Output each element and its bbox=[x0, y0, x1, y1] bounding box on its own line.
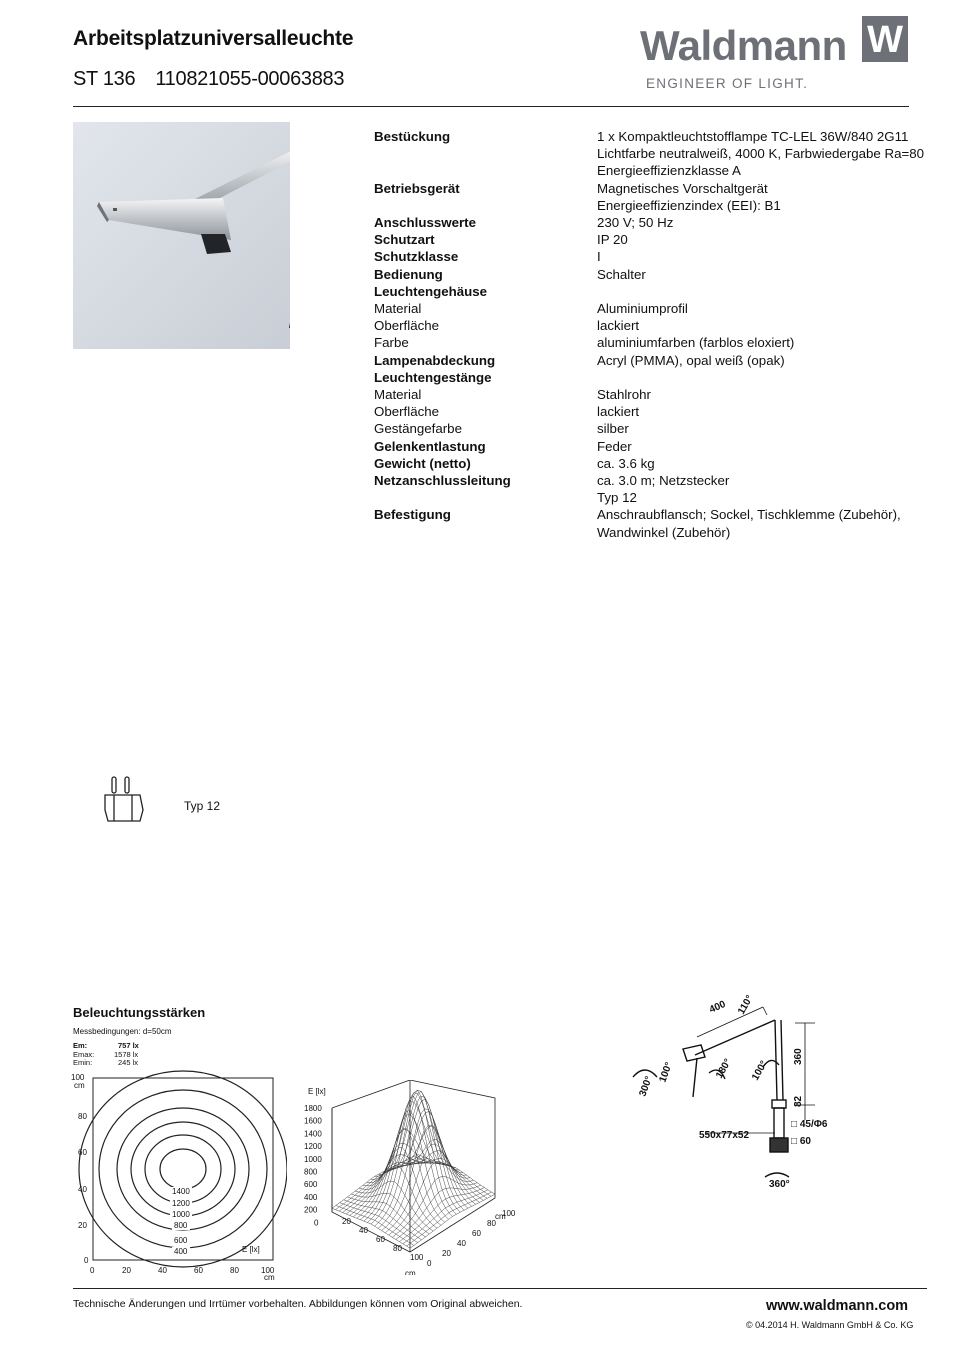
spec-key: Netzanschlussleitung bbox=[374, 473, 511, 488]
y-tick: 20 bbox=[442, 1249, 451, 1258]
dim-base: □ 60 bbox=[791, 1136, 811, 1147]
isolux-contour-plot bbox=[62, 1070, 287, 1285]
spec-row bbox=[0, 403, 640, 420]
dim-head-angle: 110° bbox=[736, 993, 756, 1017]
spec-key: Leuchtengestänge bbox=[374, 369, 492, 385]
surface-mesh-line bbox=[382, 1091, 460, 1212]
dim-tube: □ 45/Φ6 bbox=[791, 1119, 828, 1130]
spec-row bbox=[0, 438, 632, 455]
y-tick: 60 bbox=[78, 1148, 87, 1157]
spec-key: Bestückung bbox=[374, 129, 451, 144]
z-tick: 200 bbox=[304, 1205, 318, 1215]
spec-row bbox=[0, 455, 655, 472]
spec-row bbox=[0, 214, 674, 231]
spec-key: Leuchtengehäuse bbox=[374, 283, 488, 299]
x-tick: 100 bbox=[410, 1253, 424, 1262]
contour-level: 1000 bbox=[172, 1210, 190, 1219]
header-divider bbox=[73, 106, 909, 107]
footer-divider bbox=[73, 1288, 927, 1289]
dimension-drawing bbox=[625, 985, 840, 1200]
contour-level: 400 bbox=[174, 1247, 188, 1256]
stat-emin-value: 245 lx bbox=[118, 1058, 139, 1067]
z-tick: 400 bbox=[304, 1192, 318, 1202]
stat-em-value: 757 lx bbox=[118, 1041, 139, 1050]
dim-tilt-2: 180° bbox=[714, 1057, 734, 1081]
illuminance-surface-plot bbox=[300, 1080, 525, 1275]
footer-copyright: © 04.2014 H. Waldmann GmbH & Co. KG bbox=[746, 1320, 914, 1330]
y-tick: 100 bbox=[502, 1209, 516, 1218]
dim-swivel-left: 300° bbox=[637, 1074, 655, 1099]
x-tick: 80 bbox=[230, 1266, 239, 1275]
spec-row bbox=[0, 317, 640, 334]
dim-upper-arm: 400 bbox=[707, 998, 728, 1016]
spec-row bbox=[0, 248, 600, 265]
spec-key: Farbe bbox=[374, 335, 409, 351]
stat-emin-label: Emin: bbox=[73, 1058, 93, 1067]
x-axis-unit: cm bbox=[264, 1273, 275, 1282]
spec-value: Feder bbox=[597, 438, 632, 454]
spec-row bbox=[0, 334, 795, 351]
spec-row bbox=[0, 231, 628, 248]
z-tick: 1000 bbox=[304, 1154, 322, 1164]
spec-key: Material bbox=[374, 301, 422, 316]
z-tick: 1400 bbox=[304, 1129, 322, 1139]
brand-logo-wordmark: Waldmann bbox=[640, 22, 847, 69]
spec-value: Aluminiumprofil bbox=[597, 301, 688, 316]
spec-key: Betriebsgerät bbox=[374, 180, 460, 196]
z-axis-label: E [lx] bbox=[308, 1087, 326, 1096]
spec-row bbox=[0, 128, 925, 180]
x-tick: 0 bbox=[90, 1266, 95, 1275]
spec-value: 1 x Kompaktleuchtstofflampe TC-LEL 36W/840 2G11 bbox=[597, 129, 909, 144]
dim-tilt-3: 100° bbox=[750, 1059, 770, 1083]
z-tick: 1600 bbox=[304, 1116, 322, 1126]
contour-level: 1200 bbox=[172, 1199, 190, 1208]
brand-tagline: ENGINEER OF LIGHT. bbox=[646, 76, 809, 91]
y-tick: 0 bbox=[427, 1259, 432, 1268]
x-tick: 40 bbox=[158, 1266, 167, 1275]
spec-key: Oberfläche bbox=[374, 404, 440, 420]
surface-mesh-line bbox=[402, 1151, 480, 1203]
x-tick: 60 bbox=[376, 1235, 385, 1244]
spec-value: silber bbox=[597, 421, 629, 437]
z-tick: 1800 bbox=[304, 1104, 322, 1113]
spec-row bbox=[0, 420, 629, 437]
z-tick: 600 bbox=[304, 1180, 318, 1190]
y-tick: 80 bbox=[487, 1219, 496, 1228]
spec-value: Wandwinkel (Zubehör) bbox=[597, 524, 731, 540]
spec-value: Magnetisches Vorschaltgerät bbox=[597, 180, 768, 196]
spec-key: Gewicht (netto) bbox=[374, 455, 471, 471]
model-number: ST 136 bbox=[73, 68, 136, 90]
spec-value: Anschraubflansch; Sockel, Tischklemme (Zubehör), bbox=[597, 507, 901, 523]
spec-value: aluminiumfarben (farblos eloxiert) bbox=[597, 335, 795, 351]
product-title: Arbeitsplatzuniversalleuchte bbox=[73, 27, 354, 50]
contour-level: 800 bbox=[174, 1221, 188, 1230]
spec-value: Schalter bbox=[597, 266, 646, 282]
surface-mesh-line bbox=[394, 1126, 472, 1207]
y-tick: 40 bbox=[78, 1185, 87, 1194]
stat-emax-value: 1578 lx bbox=[114, 1050, 139, 1059]
z-tick: 0 bbox=[314, 1218, 319, 1228]
y-tick: 60 bbox=[472, 1229, 481, 1238]
dim-lower-arm: 360 bbox=[793, 1048, 804, 1065]
contour-level: 600 bbox=[174, 1236, 188, 1245]
spec-key: Gestängefarbe bbox=[374, 421, 462, 437]
spec-value: Energieeffizienzklasse A bbox=[597, 163, 741, 179]
spec-key: Oberfläche bbox=[374, 318, 440, 334]
z-tick: 800 bbox=[304, 1167, 318, 1177]
spec-row bbox=[0, 300, 688, 317]
spec-row bbox=[0, 266, 646, 283]
y-tick: 0 bbox=[84, 1256, 89, 1265]
z-tick: 1200 bbox=[304, 1142, 322, 1152]
surface-mesh-line bbox=[367, 1128, 445, 1222]
dim-tilt-1: 100° bbox=[657, 1060, 675, 1085]
spec-value: lackiert bbox=[597, 404, 640, 420]
contour-level: 1400 bbox=[172, 1187, 190, 1196]
x-axis-unit: cm bbox=[405, 1269, 416, 1275]
spec-value: Energieeffizienzindex (EEI): B1 bbox=[597, 197, 781, 213]
spec-value: ca. 3.6 kg bbox=[597, 455, 655, 471]
x-tick: 20 bbox=[122, 1266, 131, 1275]
spec-row bbox=[0, 352, 785, 369]
spec-key: Gelenkentlastung bbox=[374, 438, 486, 454]
dim-base-height: 82 bbox=[793, 1095, 804, 1107]
x-tick: 100 bbox=[261, 1266, 275, 1275]
spec-value: IP 20 bbox=[597, 232, 628, 248]
spec-key: Befestigung bbox=[374, 507, 451, 523]
spec-value: Stahlrohr bbox=[597, 387, 651, 402]
measurement-conditions: Messbedingungen: d=50cm bbox=[73, 1027, 172, 1036]
y-axis-unit: cm bbox=[495, 1212, 506, 1221]
product-subtitle bbox=[73, 68, 364, 91]
spec-row bbox=[0, 180, 781, 214]
illumination-title: Beleuchtungsstärken bbox=[73, 1005, 206, 1020]
spec-value: Typ 12 bbox=[597, 490, 637, 506]
spec-row bbox=[0, 506, 901, 540]
spec-row bbox=[0, 369, 600, 386]
spec-key: Bedienung bbox=[374, 266, 443, 282]
spec-value: Lichtfarbe neutralweiß, 4000 K, Farbwiedergabe Ra=80 bbox=[597, 146, 925, 162]
spec-key: Lampenabdeckung bbox=[374, 352, 496, 368]
y-tick: 20 bbox=[78, 1221, 87, 1230]
plug-type-12-icon bbox=[100, 775, 150, 825]
spec-key: Schutzklasse bbox=[374, 249, 459, 265]
x-tick: 40 bbox=[359, 1226, 368, 1235]
spec-value: lackiert bbox=[597, 318, 640, 334]
spec-row bbox=[0, 472, 730, 506]
dim-rotation: 360° bbox=[769, 1179, 790, 1190]
spec-row bbox=[0, 386, 651, 403]
spec-value: I bbox=[597, 249, 601, 265]
brand-logo-mark: W bbox=[862, 16, 908, 62]
spec-value: Acryl (PMMA), opal weiß (opak) bbox=[597, 352, 785, 368]
spec-key: Anschlusswerte bbox=[374, 215, 476, 230]
article-number: 110821055-00063883 bbox=[155, 68, 345, 90]
x-tick: 20 bbox=[342, 1217, 351, 1226]
surface-mesh-line bbox=[343, 1158, 428, 1212]
footer-website-link[interactable]: www.waldmann.com bbox=[766, 1298, 909, 1314]
spec-row bbox=[0, 283, 600, 300]
spec-value: 230 V; 50 Hz bbox=[597, 215, 674, 230]
y-axis-unit: cm bbox=[74, 1081, 85, 1090]
stat-emax-label: Emax: bbox=[73, 1050, 95, 1059]
stat-em-label: Em: bbox=[73, 1041, 88, 1050]
footer-disclaimer: Technische Änderungen und Irrtümer vorbehalten. Abbildungen können vom Original abweichen. bbox=[73, 1298, 523, 1310]
x-tick: 60 bbox=[194, 1266, 203, 1275]
spec-key: Schutzart bbox=[374, 232, 435, 248]
contour-legend: E [lx] bbox=[242, 1245, 260, 1254]
plug-label: Typ 12 bbox=[184, 799, 221, 813]
dim-head-size: 550x77x52 bbox=[699, 1130, 750, 1141]
x-tick: 80 bbox=[393, 1244, 402, 1253]
spec-key: Material bbox=[374, 387, 422, 402]
y-tick: 40 bbox=[457, 1239, 466, 1248]
y-axis-top-label: 100 bbox=[71, 1073, 85, 1082]
spec-value: ca. 3.0 m; Netzstecker bbox=[597, 473, 730, 488]
y-tick: 80 bbox=[78, 1112, 87, 1121]
